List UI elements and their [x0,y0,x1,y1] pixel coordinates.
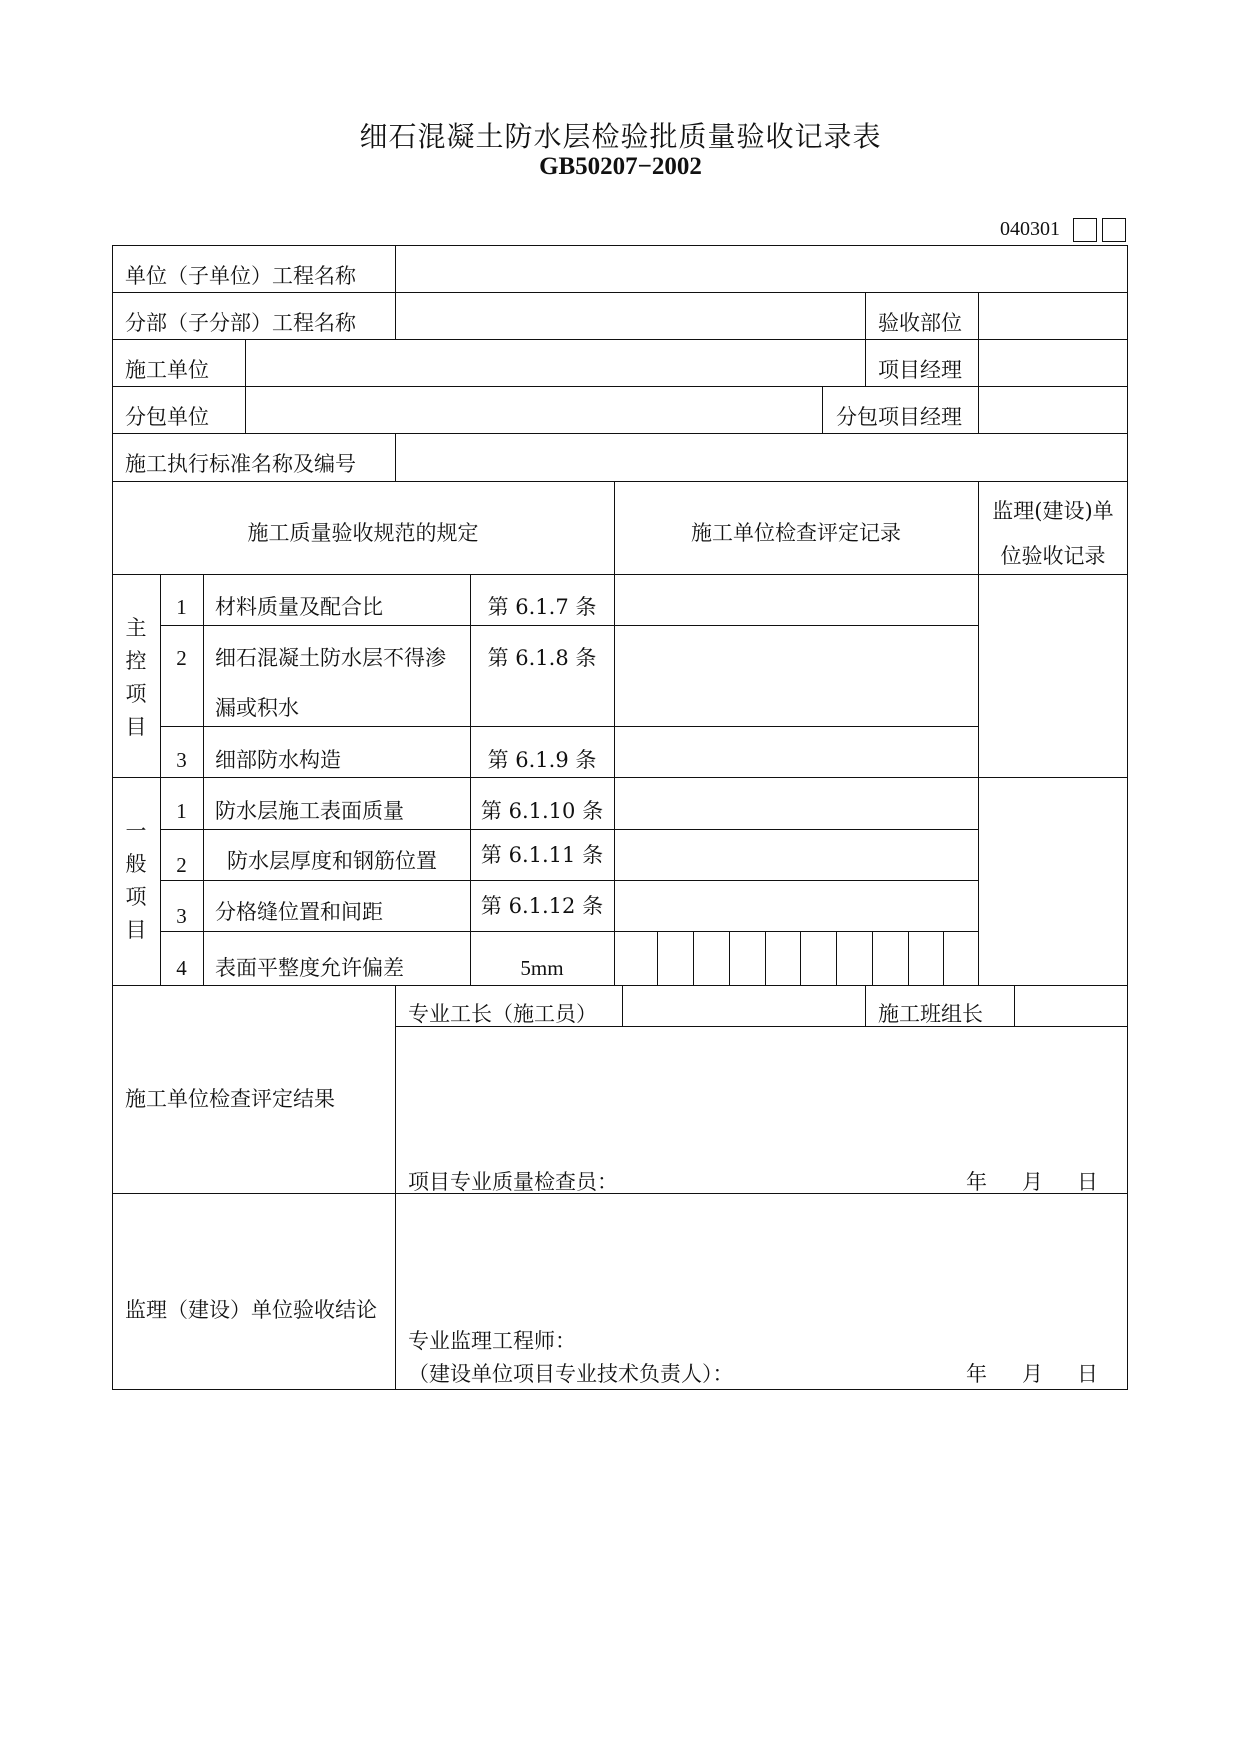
general-item-3-name: 分格缝位置和间距 [215,900,383,924]
general-item-4-tolerance: 5mm [520,956,564,980]
main-items-group-label: 主 控 项 目 [125,616,147,739]
quality-inspector-label: 项目专业质量检查员： [408,1170,618,1194]
main-items-supervision-record[interactable] [980,576,1126,776]
supervision-day: 日 [1077,1362,1098,1386]
page-title: 细石混凝土防水层检验批质量验收记录表 [359,120,882,153]
general-item-1-clause: 第 6.1.10 条 [480,799,604,823]
general-item-1-check-record[interactable] [616,779,976,828]
main-item-1-clause: 第 6.1.7 条 [487,595,597,619]
main-item-3-name: 细部防水构造 [215,748,341,772]
sub-project-name-label: 分部（子分部）工程名称 [125,311,356,335]
general-item-3-check-record[interactable] [616,882,976,930]
form-code: 040301 [1000,218,1060,240]
team-leader-label: 施工班组长 [878,1002,983,1026]
construction-unit-label: 施工单位 [125,358,209,382]
general-item-1-name: 防水层施工表面质量 [215,799,404,823]
supervising-engineer-label: 专业监理工程师： [408,1329,576,1353]
foreman-label: 专业工长（施工员） [408,1002,597,1026]
general-item-4-name: 表面平整度允许偏差 [215,956,404,980]
general-item-2-no: 2 [176,853,187,877]
spec-column-header: 施工质量验收规范的规定 [247,521,479,545]
main-item-1-name: 材料质量及配合比 [215,595,383,619]
subcontract-unit-field[interactable] [247,388,820,432]
construction-unit-field[interactable] [247,341,863,385]
subcontract-unit-label: 分包单位 [125,405,209,429]
main-item-2-no: 2 [176,646,187,670]
main-item-3-clause: 第 6.1.9 条 [487,748,597,772]
project-manager-label: 项目经理 [878,358,962,382]
foreman-field[interactable] [624,987,864,1025]
owner-technical-lead-label: （建设单位项目专业技术负责人）： [408,1362,734,1386]
sub-project-name-field[interactable] [397,294,863,338]
main-item-2-clause: 第 6.1.8 条 [487,646,597,670]
supervision-month: 月 [1022,1362,1043,1386]
general-item-4-no: 4 [176,956,187,980]
tolerance-measurement-cells[interactable] [616,933,976,984]
construction-result-label: 施工单位检查评定结果 [125,1087,335,1111]
main-item-2-check-record[interactable] [616,627,976,725]
construction-result-year: 年 [966,1170,987,1194]
unit-project-name-label: 单位（子单位）工程名称 [125,264,356,288]
standard-name-field[interactable] [397,435,1126,480]
supervision-conclusion-label: 监理（建设）单位验收结论 [125,1298,377,1322]
main-item-2-name-line1: 细石混凝土防水层不得渗 [215,646,446,670]
supervision-conclusion-field[interactable] [397,1195,1126,1325]
project-manager-field[interactable] [980,341,1126,385]
acceptance-part-label: 验收部位 [878,311,962,335]
construction-result-day: 日 [1077,1170,1098,1194]
unit-project-name-field[interactable] [397,247,1126,291]
main-item-3-check-record[interactable] [616,728,976,776]
general-item-3-clause: 第 6.1.12 条 [480,894,604,918]
standard-name-label: 施工执行标准名称及编号 [125,452,356,476]
main-item-2-name-line2: 漏或积水 [215,696,299,720]
main-item-3-no: 3 [176,748,187,772]
general-item-1-no: 1 [176,799,187,823]
general-item-2-clause: 第 6.1.11 条 [480,843,604,867]
subcontract-manager-field[interactable] [980,388,1126,432]
general-item-2-name: 防水层厚度和钢筋位置 [227,849,437,873]
general-items-group-label: 一 般 项 目 [125,819,147,942]
general-item-3-no: 3 [176,904,187,928]
supervision-column-header-line1: 监理(建设)单 [992,499,1114,523]
supervision-column-header-line2: 位验收记录 [1000,544,1106,568]
general-items-supervision-record[interactable] [980,779,1126,984]
main-item-1-check-record[interactable] [616,576,976,624]
construction-result-field[interactable] [397,1028,1126,1168]
supervision-year: 年 [966,1362,987,1386]
subcontract-manager-label: 分包项目经理 [836,405,962,429]
team-leader-field[interactable] [1016,987,1126,1025]
page-subtitle: GB50207−2002 [539,153,702,180]
acceptance-part-field[interactable] [980,294,1126,338]
check-column-header: 施工单位检查评定记录 [691,521,901,545]
general-item-2-check-record[interactable] [616,831,976,879]
construction-result-month: 月 [1022,1170,1043,1194]
main-item-1-no: 1 [176,595,187,619]
